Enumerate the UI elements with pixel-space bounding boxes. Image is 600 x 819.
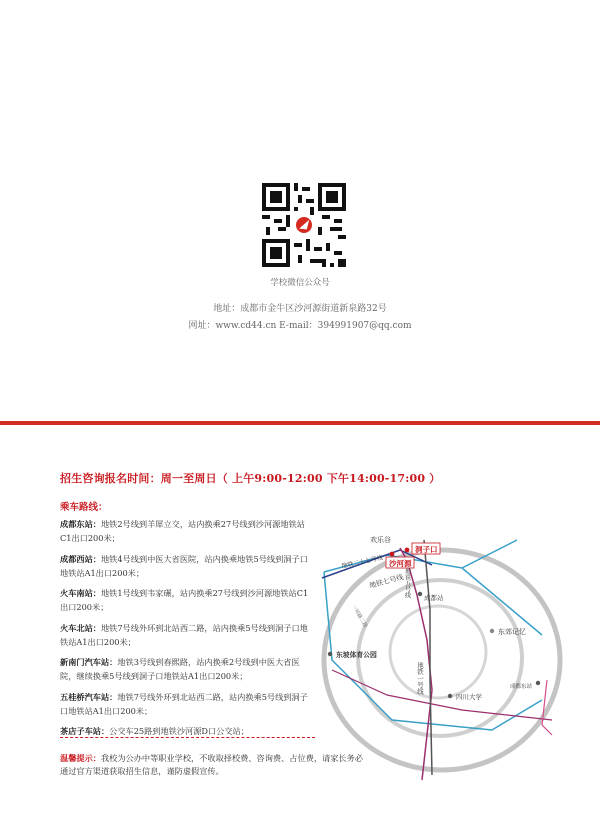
- label-sichuan: 四川大学: [456, 693, 482, 701]
- station-dongjiao: [490, 629, 494, 633]
- label-ring: 一环路二段: [350, 604, 368, 629]
- route-name: 火车南站：: [60, 588, 101, 598]
- station-dongpo: [328, 652, 332, 656]
- label-line5: 地铁五号线: [403, 568, 411, 598]
- route-text: 公交车25路到地铁沙河源D口公交站；: [109, 726, 249, 736]
- label-chengdudong: 成都东站: [510, 684, 533, 690]
- route-text: 地铁7号线外环到北站西二路，站内换乘5号线到洞子口地铁站A1出口200米；: [60, 691, 308, 716]
- route-item: [60, 655, 312, 683]
- route-list: [60, 517, 312, 745]
- station-chengdudong: [536, 681, 540, 685]
- label-line7: 地铁七号线: [368, 573, 405, 590]
- ring-road-middle: [358, 580, 522, 736]
- tip-divider: [60, 737, 315, 738]
- route-text: 地铁1号线到韦家碾，站内换乘27号线到沙河源地铁站C1出口200米；: [60, 588, 309, 612]
- route-name: 新南门汽车站：: [60, 657, 118, 667]
- qr-caption: 学校微信公众号: [270, 278, 330, 288]
- route-item: [60, 552, 312, 580]
- qr-code: [262, 183, 346, 267]
- route-title: 乘车路线：: [60, 502, 108, 513]
- metro-map: [312, 520, 572, 780]
- label-dongjiao: 东郊记忆: [498, 628, 526, 636]
- route-text: 地铁4号线到中医大省医院，站内换乘地铁5号线到洞子口地铁站A1出口200米；: [60, 553, 308, 578]
- qr-code-image: [262, 183, 346, 267]
- address: 地址：成都市金牛区沙河源街道新泉路32号: [213, 304, 387, 314]
- route-name: 成都西站：: [60, 553, 101, 564]
- label-shaheyuan: 沙河源: [389, 559, 412, 568]
- label-dongpo: 东坡体育公园: [336, 651, 377, 659]
- contact-info: [0, 301, 600, 335]
- route-item: [60, 724, 312, 738]
- website-email: 网址：www.cd44.cn E-mail：394991907@qq.com: [188, 321, 412, 331]
- route-item: [60, 621, 312, 649]
- tip-text: 我校为公办中等职业学校，不收取择校费、咨询费、占位费，请家长务必通过官方渠道获取招生信息，谨防虚假宣传。: [60, 753, 363, 776]
- route-text: 地铁2号线到羊犀立交，站内换乘27号线到沙河源地铁站C1出口200米；: [60, 519, 305, 543]
- label-line27: 地铁二十七号线: [340, 554, 384, 570]
- station-chengdu: [418, 592, 422, 596]
- tip-label: 温馨提示：: [60, 753, 101, 763]
- station-sichuan: [448, 694, 452, 698]
- route-name: 茶店子车站：: [60, 726, 110, 736]
- label-huanlegu: 欢乐谷: [370, 536, 391, 544]
- label-dongzikou: 洞子口: [415, 545, 438, 554]
- label-chengdu: 成都站: [424, 594, 444, 602]
- route-name: 火车北站：: [60, 622, 101, 633]
- route-item: [60, 690, 312, 718]
- station-shaheyuan: [390, 552, 395, 557]
- route-text: 地铁3号线到春熙路，站内换乘2号线到中医大省医院，继续换乘5号线到洞子口地铁站A1出口200米；: [60, 657, 300, 681]
- route-item: [60, 517, 312, 545]
- route-name: 成都东站：: [60, 519, 101, 529]
- enroll-time: 招生咨询报名时间：周一至周日（ 上午9:00-12:00 下午14:00-17:00 ）: [60, 472, 441, 485]
- label-line1: 地铁一号线: [416, 662, 424, 695]
- ring-road-inner: [390, 606, 486, 698]
- route-item: [60, 586, 312, 614]
- route-name: 五桂桥汽车站：: [60, 691, 118, 702]
- route-text: 地铁7号线外环到北站西二路，站内换乘5号线到洞子口地铁站A1出口200米；: [60, 622, 308, 647]
- station-dongzikou: [405, 548, 410, 553]
- red-divider: [0, 421, 600, 425]
